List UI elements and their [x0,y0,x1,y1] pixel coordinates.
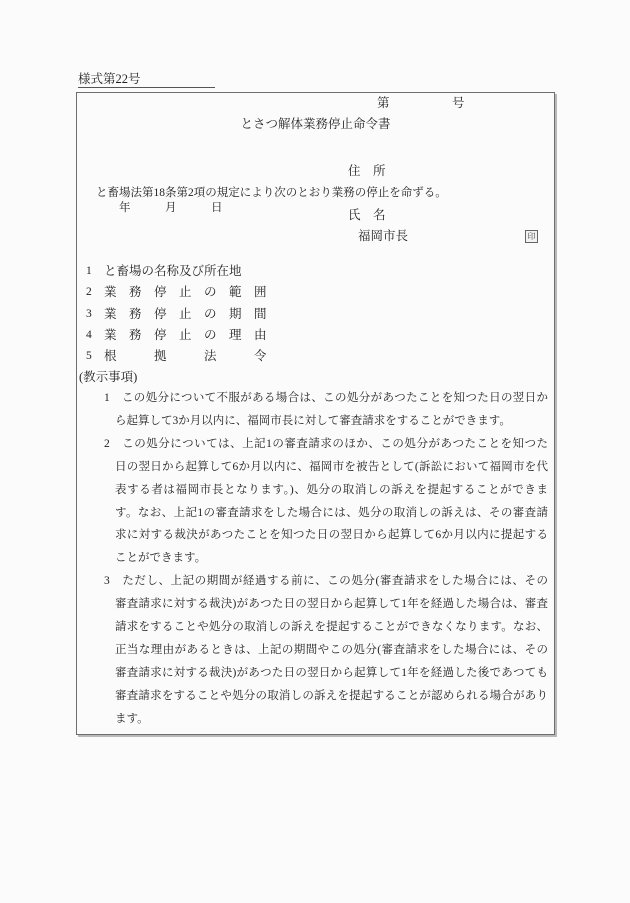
notice-section-heading: (教示事項) [79,370,138,384]
paragraph-line: 2 この処分については、上記1の審査請求のほか、この処分があつたことを知つた [104,437,548,450]
list-item-text: 業 務 停 止 の 範 囲 [104,285,267,300]
recipient-address-label: 住 所 [348,164,386,178]
document-title: とさつ解体業務停止命令書 [240,117,391,131]
list-item [86,286,267,299]
item-list [86,265,267,371]
date-line: 年 月 日 [119,202,223,214]
order-sentence: と畜場法第18条第2項の規定により次のとおり業務の停止を命ずる。 [96,187,447,199]
issuer-line [77,229,554,244]
list-item-number: 5 [86,350,92,363]
list-item-text: 業 務 停 止 の 期 間 [104,306,267,321]
paragraph-line: 求に対する裁決があつたことを知つた日の翌日から起算して6か月以内に提起する [115,529,548,542]
paragraph-line: 日の翌日から起算して6か月以内に、福岡市を被告として(訴訟において福岡市を代 [115,460,548,473]
paragraph-line: 正当な理由があるときは、上記の期間やこの処分(審査請求をした場合には、その [115,643,548,656]
list-item [86,350,267,363]
paragraph-line: ます。 [115,712,149,725]
list-item-text: 業 務 停 止 の 理 由 [104,327,267,342]
paragraph-line: 表する者は福岡市長となります。)、処分の取消しの訴えを提起することができま [115,483,548,496]
recipient-name-label: 氏 名 [348,207,386,222]
paragraph-line: す。なお、上記1の審査請求をした場合には、処分の取消しの訴えは、その審査請 [115,506,548,519]
list-item [86,308,267,321]
list-item-number: 2 [86,286,92,299]
list-item-number: 4 [86,328,92,341]
paragraph-line: ら起算して3か月以内に、福岡市長に対して審査請求をすることができます。 [115,414,511,427]
notice-paragraphs [77,387,554,731]
list-item-number: 3 [86,307,92,320]
list-item-number: 1 [86,265,92,277]
paragraph-line: 3 ただし、上記の期間が経過する前に、この処分(審査請求をした場合には、その [104,575,548,588]
list-item-text: 根 拠 法 令 [104,349,267,364]
list-item [86,329,267,342]
paragraph-line: 請求をすることや処分の取消しの訴えを提起することができなくなります。なお、 [115,621,548,634]
paragraph-line: 審査請求に対する裁決)があつた日の翌日から起算して1年を経過した場合は、審査 [115,598,548,611]
paragraph-line: 審査請求をすることや処分の取消しの訴えを提起することが認められる場合があり [115,689,548,702]
form-number-label: 様式第22号 [78,72,215,88]
document-number-line: 第 号 [377,96,465,110]
issuer-name: 福岡市長 [358,229,409,243]
paragraph-line: ことができます。 [115,552,207,565]
seal-mark-icon: 印 [525,230,538,243]
document-border-frame [76,92,555,735]
paragraph-line: 審査請求に対する裁決)があつた日の翌日から起算して1年を経過した後であつても [115,666,548,679]
list-item [86,265,267,278]
list-item-text: と畜場の名称及び所在地 [104,264,242,278]
paragraph-line: 1 この処分について不服がある場合は、この処分があつたことを知つた日の翌日か [104,392,548,404]
